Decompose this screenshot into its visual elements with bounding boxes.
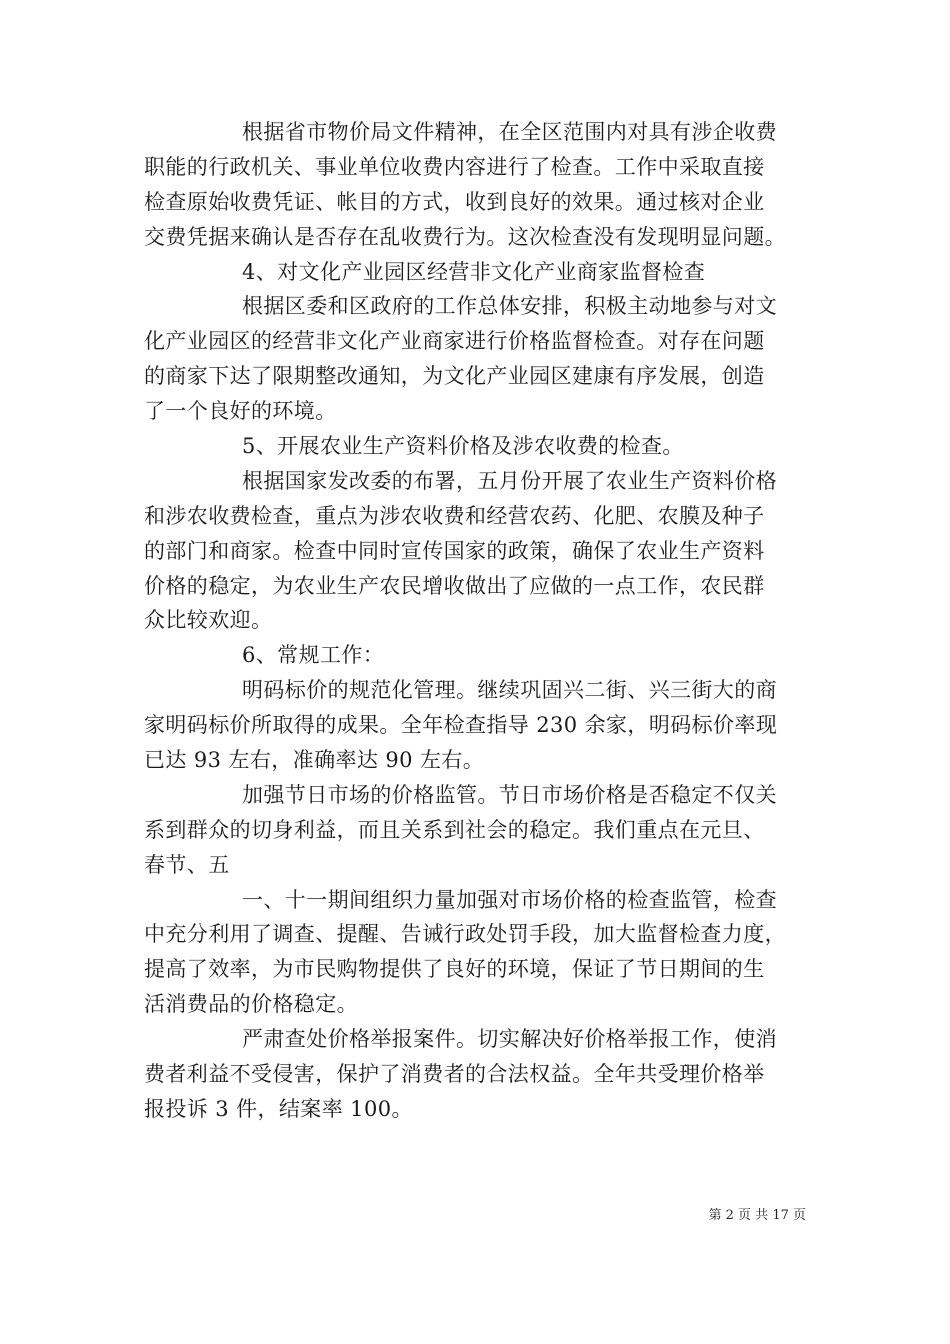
text-line: 4、对文化产业园区经营非文化产业商家监督检查 bbox=[242, 259, 706, 284]
text-line: 的商家下达了限期整改通知，为文化产业园区建康有序发展，创造 bbox=[144, 364, 765, 389]
text-line: 系到群众的切身利益，而且关系到社会的稳定。我们重点在元旦、 bbox=[144, 817, 765, 842]
text-line: 化产业园区的经营非文化产业商家进行价格监督检查。对存在问题 bbox=[144, 329, 765, 354]
text-line: 活消费品的价格稳定。 bbox=[144, 992, 358, 1017]
text-line: 费者利益不受侵害，保护了消费者的合法权益。全年共受理价格举 bbox=[144, 1062, 765, 1087]
text-line: 加强节日市场的价格监管。节日市场价格是否稳定不仅关 bbox=[242, 782, 777, 807]
text-line: 了一个良好的环境。 bbox=[144, 399, 337, 424]
text-line: 严肃查处价格举报案件。切实解决好价格举报工作，使消 bbox=[242, 1027, 777, 1052]
document-body bbox=[144, 115, 808, 1127]
text-line: 提高了效率，为市民购物提供了良好的环境，保证了节日期间的生 bbox=[144, 957, 765, 982]
text-line: 众比较欢迎。 bbox=[144, 608, 273, 633]
text-line: 职能的行政机关、事业单位收费内容进行了检查。工作中采取直接 bbox=[144, 154, 765, 179]
text-line: 中充分利用了调查、提醒、告诫行政处罚手段，加大监督检查力度， bbox=[144, 922, 786, 947]
text-line: 报投诉 3 件，结案率 100。 bbox=[144, 1096, 413, 1121]
text-line: 根据区委和区政府的工作总体安排，积极主动地参与对文 bbox=[242, 294, 777, 319]
text-line: 根据国家发改委的布署，五月份开展了农业生产资料价格 bbox=[242, 468, 777, 493]
text-line: 价格的稳定，为农业生产农民增收做出了应做的一点工作，农民群 bbox=[144, 573, 765, 598]
text-line: 检查原始收费凭证、帐目的方式，收到良好的效果。通过核对企业 bbox=[144, 189, 765, 214]
text-line: 根据省市物价局文件精神，在全区范围内对具有涉企收费 bbox=[242, 120, 777, 144]
text-line: 明码标价的规范化管理。继续巩固兴二街、兴三街大的商 bbox=[242, 678, 777, 703]
page-number: 第 2 页 共 17 页 bbox=[708, 1208, 806, 1223]
text-line: 和涉农收费检查，重点为涉农收费和经营农药、化肥、农膜及种子 bbox=[144, 503, 765, 528]
text-line: 一、十一期间组织力量加强对市场价格的检查监管，检查 bbox=[242, 887, 777, 912]
text-line: 6、常规工作： bbox=[242, 643, 385, 668]
text-line: 交费凭据来确认是否存在乱收费行为。这次检查没有发现明显问题。 bbox=[144, 224, 786, 249]
text-line: 5、开展农业生产资料价格及涉农收费的检查。 bbox=[242, 434, 684, 459]
text-line: 的部门和商家。检查中同时宣传国家的政策，确保了农业生产资料 bbox=[144, 538, 765, 563]
text-line: 家明码标价所取得的成果。全年检查指导 230 余家，明码标价率现 bbox=[144, 713, 778, 738]
text-line: 已达 93 左右，准确率达 90 左右。 bbox=[144, 748, 485, 773]
text-line: 春节、五 bbox=[144, 852, 230, 877]
